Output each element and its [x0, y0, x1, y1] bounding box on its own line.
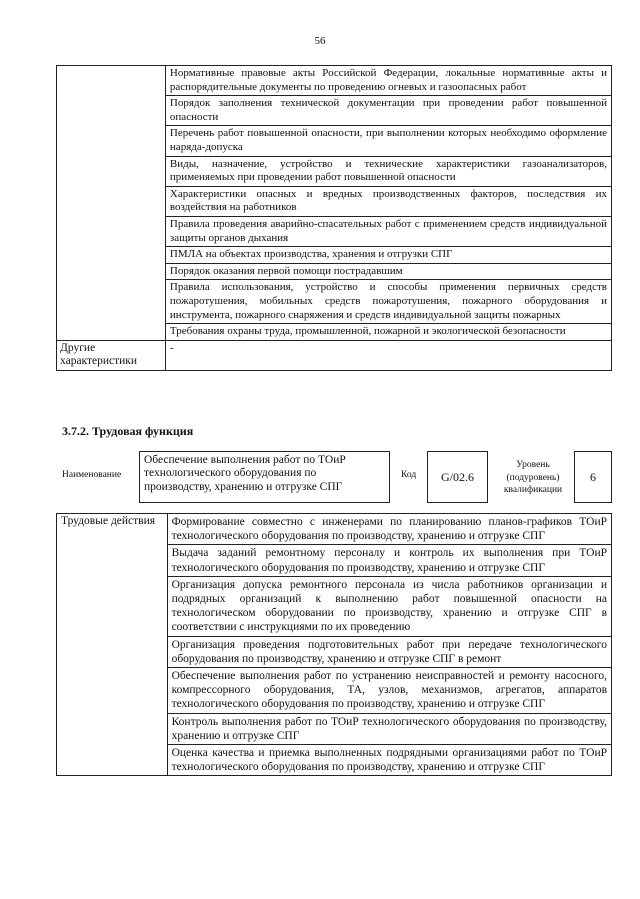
knowledge-item: Правила использования, устройство и способы применения первичных средств пожаротушения, мобильных средств пожаротушения, пожарного оборудования и инструмента, пожарного снаряжения и средств индивидуальной защиты пожарных — [166, 280, 611, 324]
knowledge-item: Правила проведения аварийно-спасательных работ с применением средств индивидуальной защиты органов дыхания — [166, 217, 611, 247]
knowledge-item: Перечень работ повышенной опасности, при выполнении которых необходимо оформление наряда-допуска — [166, 126, 611, 156]
page-number: 56 — [314, 35, 326, 47]
other-characteristics-label: Другие характеристики — [57, 340, 166, 370]
other-characteristics-value: - — [169, 341, 174, 354]
labor-action-item: Контроль выполнения работ по ТОиР технологического оборудования по производству, хранению и отгрузке СПГ — [168, 714, 611, 745]
labor-actions-label: Трудовые действия — [57, 514, 168, 776]
labor-actions-items-cell — [167, 514, 611, 776]
labor-action-item: Организация проведения подготовительных работ при передаче технологического оборудования по производству, хранению и отгрузке СПГ в ремонт — [168, 637, 611, 668]
labor-actions-table — [56, 513, 612, 776]
labor-action-item: Формирование совместно с инженерами по планированию планов-графиков ТОиР технологического оборудования по производству, хранению и отгрузке СПГ — [168, 514, 611, 545]
knowledge-item: Порядок заполнения технической документации при проведении работ повышенной опасности — [166, 96, 611, 126]
knowledge-items-cell — [165, 66, 611, 341]
function-level-value: 6 — [574, 451, 612, 503]
other-characteristics-row — [57, 340, 612, 370]
labor-action-item: Выдача заданий ремонтному персоналу и контроль их выполнения при ТОиР технологического оборудования по производству, хранению и отгрузке СПГ — [168, 545, 611, 576]
labor-actions-row — [57, 514, 612, 776]
knowledge-item: Требования охраны труда, промышленной, пожарной и экологической безопасности — [169, 325, 566, 338]
knowledge-item: Виды, назначение, устройство и технические характеристики газоанализаторов, применяемых при проведении работ повышенной опасности — [166, 157, 611, 187]
knowledge-table — [56, 65, 612, 371]
function-level-label: Уровень (подуровень) квалификации — [503, 460, 563, 495]
function-code-value: G/02.6 — [427, 451, 488, 503]
labor-action-item: Обеспечение выполнения работ по устранению неисправностей и ремонту насосного, компрессорного оборудования, ТА, узлов, механизмов, агрегатов, аппаратов технологического оборудования по производству, хранению и отгрузке СПГ — [168, 668, 611, 714]
function-name-value: Обеспечение выполнения работ по ТОиР технологического оборудования по производству, хранению и отгрузке СПГ — [139, 451, 390, 503]
knowledge-item: ПМЛА на объектах производства, хранения и отгрузки СПГ — [166, 247, 611, 264]
knowledge-item: Нормативные правовые акты Российской Федерации, локальные нормативные акты и распорядительные документы по проведению огневых и газоопасных работ — [166, 66, 611, 96]
function-name-label: Наименование — [62, 470, 122, 480]
labor-action-item: Оценка качества и приемка выполненных подрядными организациями работ по ТОиР технологического оборудования по производству, хранению и отгрузке СПГ — [171, 747, 607, 774]
knowledge-item: Характеристики опасных и вредных производственных факторов, последствия их воздействия на работников — [166, 187, 611, 217]
labor-action-item: Организация допуска ремонтного персонала из числа работников организации и подрядных организаций к выполнению работ повышенной опасности на технологическом оборудовании по производству, хранению и отгрузке СПГ в соответствии с инструкциями по их проведению — [168, 577, 611, 637]
section-heading: 3.7.2. Трудовая функция — [62, 424, 194, 438]
function-code-label: Код — [401, 470, 417, 480]
knowledge-row — [57, 66, 612, 341]
knowledge-label-cell — [57, 66, 166, 341]
knowledge-item: Порядок оказания первой помощи пострадавшим — [166, 264, 611, 281]
